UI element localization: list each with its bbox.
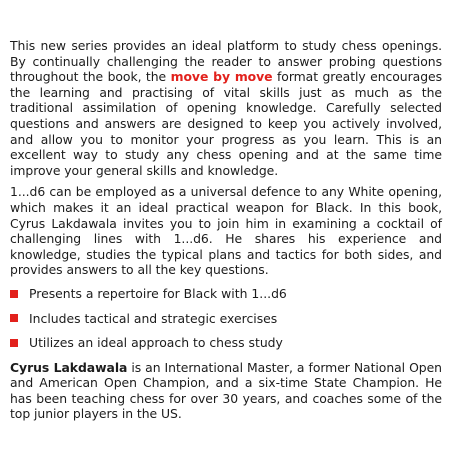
intro-text-after: format greatly encourages the learning and practising of vital skills just as much as the traditional assimilation of opening knowledge. Carefully selected questions and answers are designed to keep you actively involved, and allow you to monitor your progress as you learn. This is an excellent way to study any chess opening and at the same time improve your general skills and knowledge. xyxy=(10,69,442,178)
red-square-icon xyxy=(10,314,18,322)
feature-item xyxy=(10,311,442,327)
red-square-icon xyxy=(10,290,18,298)
feature-item xyxy=(10,335,442,351)
feature-text: Utilizes an ideal approach to chess study xyxy=(29,335,283,351)
intro-paragraph xyxy=(10,38,442,178)
author-bio-text: is an International Master, a former National Open and American Open Champion, and a six-time State Champion. He has been teaching chess for over 30 years, and coaches some of the top junior players in the US. xyxy=(10,359,442,422)
red-square-icon xyxy=(10,339,18,347)
move-by-move-highlight: move by move xyxy=(170,69,273,85)
feature-text: Includes tactical and strategic exercises xyxy=(29,310,278,326)
author-name: Cyrus Lakdawala xyxy=(10,359,128,375)
back-cover-text xyxy=(10,38,442,422)
feature-item xyxy=(10,286,442,302)
author-bio-paragraph xyxy=(10,360,442,422)
feature-text: Presents a repertoire for Black with 1...d6 xyxy=(29,285,287,301)
feature-list xyxy=(10,286,442,351)
intro-text-before: This new series provides an ideal platform to study chess openings. By continually challenging the reader to answer probing questions throughout the book, the xyxy=(10,38,442,85)
book-description-paragraph: 1...d6 can be employed as a universal defence to any White opening, which makes it an ideal practical weapon for Black. In this book, Cyrus Lakdawala invites you to join him in examining a cocktail of challenging lines with 1...d6. He shares his experience and knowledge, studies the typical plans and tactics for both sides, and provides answers to all the key questions. xyxy=(10,184,442,278)
